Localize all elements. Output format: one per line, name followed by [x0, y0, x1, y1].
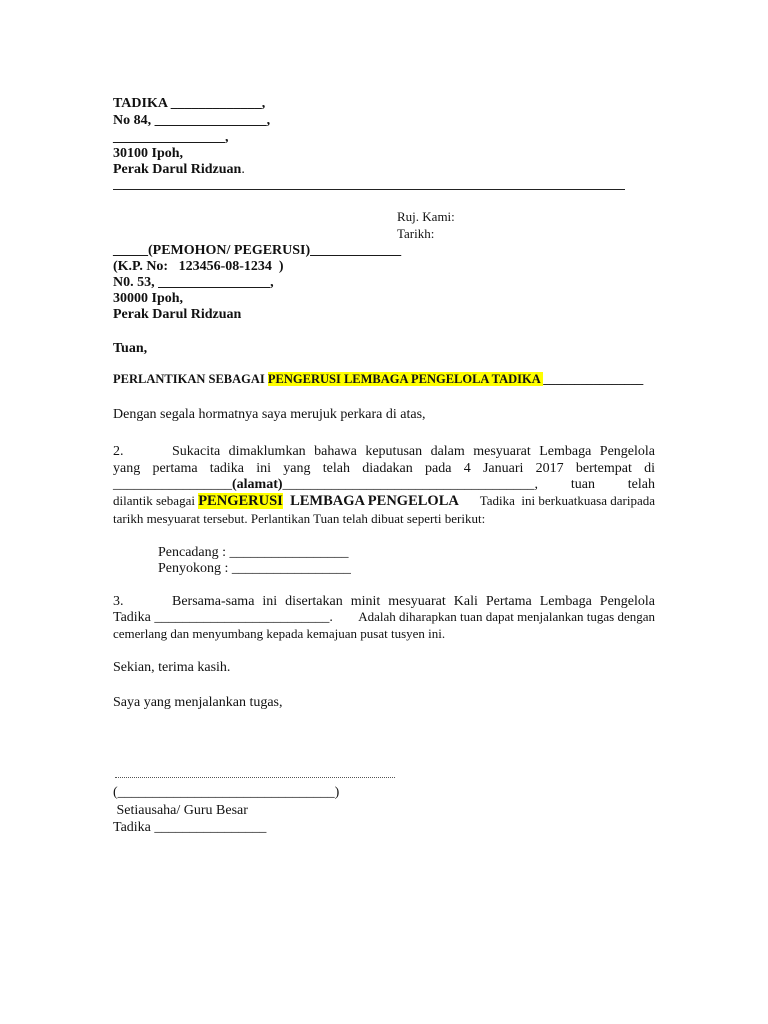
subject-suffix: ________________ — [543, 372, 644, 386]
para3-line-1: Bersama-sama ini disertakan minit mesyuarat Kali Pertama Lembaga Pengelola — [172, 594, 655, 609]
para2-alamat-label: (alamat) — [232, 477, 283, 492]
para2-tuan: tuan — [570, 477, 595, 492]
sender-state-period: . — [241, 162, 245, 177]
sender-state — [113, 161, 245, 178]
para2-berkuatkuasa: Tadika ini berkuatkuasa daripada — [476, 493, 655, 508]
para3-diharapkan: Adalah diharapkan tuan dapat menjalankan tugas dengan — [355, 609, 655, 624]
header-divider — [113, 189, 625, 190]
para2-line-4 — [113, 492, 655, 510]
para2-blank-2: ____________________________________, — [282, 477, 539, 492]
para2-telah: telah — [627, 477, 655, 492]
signature-name-line: (_______________________________) — [113, 785, 340, 800]
para2-line-3-start — [113, 476, 538, 493]
recipient-postcode-city: 30000 Ipoh, — [113, 291, 184, 306]
para2-line-3 — [113, 476, 655, 493]
signature-title: Setiausaha/ Guru Besar — [113, 803, 248, 818]
para2-dilantik: dilantik sebagai — [113, 493, 199, 508]
sender-address-line-2: ________________, — [113, 130, 229, 145]
sender-address-line-1: No 84, ________________, — [113, 113, 271, 128]
signature-school: Tadika ________________ — [113, 820, 267, 835]
closing-duty: Saya yang menjalankan tugas, — [113, 695, 283, 710]
ref-tarikh: Tarikh: — [397, 226, 435, 241]
sender-postcode-city: 30100 Ipoh, — [113, 146, 184, 161]
recipient-address-line: N0. 53, ________________, — [113, 275, 274, 290]
para2-number: 2. — [113, 444, 124, 459]
recipient-name-line: _____(PEMOHON/ PEGERUSI)_____________ — [113, 243, 402, 258]
para2-line-2: yang pertama tadika ini yang telah diadakan pada 4 Januari 2017 bertempat di — [113, 461, 655, 476]
sender-state-text: Perak Darul Ridzuan — [113, 162, 242, 177]
salutation: Tuan, — [113, 341, 148, 356]
ref-ruj-kami: Ruj. Kami: — [397, 209, 455, 224]
subject-prefix: PERLANTIKAN SEBAGAI — [113, 372, 268, 386]
signature-dotted-line — [115, 777, 395, 778]
subject-line — [113, 372, 643, 387]
recipient-state: Perak Darul Ridzuan — [113, 307, 242, 322]
para2-pengerusi-highlight: PENGERUSI — [198, 493, 283, 509]
para2-line-4-start — [113, 492, 459, 510]
closing-thanks: Sekian, terima kasih. — [113, 660, 231, 675]
sender-school-line: TADIKA _____________, — [113, 96, 266, 111]
pencadang-field: Pencadang : _________________ — [158, 545, 349, 560]
para3-number: 3. — [113, 594, 124, 609]
para2-line-1: Sukacita dimaklumkan bahawa keputusan dalam mesyuarat Lembaga Pengelola — [172, 444, 655, 459]
para2-line-5: tarikh mesyuarat tersebut. Perlantikan Tuan telah dibuat seperti berikut: — [113, 511, 486, 526]
subject-highlight: PENGERUSI LEMBAGA PENGELOLA TADIKA — [267, 372, 544, 386]
penyokong-field: Penyokong : _________________ — [158, 561, 351, 576]
para2-lembaga-pengelola: LEMBAGA PENGELOLA — [282, 493, 459, 509]
recipient-ic-line: (K.P. No: 123456-08-1234 ) — [113, 259, 284, 274]
para3-line-3: cemerlang dan menyumbang kepada kemajuan pusat tusyen ini. — [113, 626, 446, 641]
para3-tadika-blank: Tadika _________________________. — [113, 610, 333, 625]
para3-line-2 — [113, 609, 655, 626]
paragraph-opening: Dengan segala hormatnya saya merujuk perkara di atas, — [113, 407, 426, 422]
para2-blank-1: _________________ — [113, 477, 232, 492]
